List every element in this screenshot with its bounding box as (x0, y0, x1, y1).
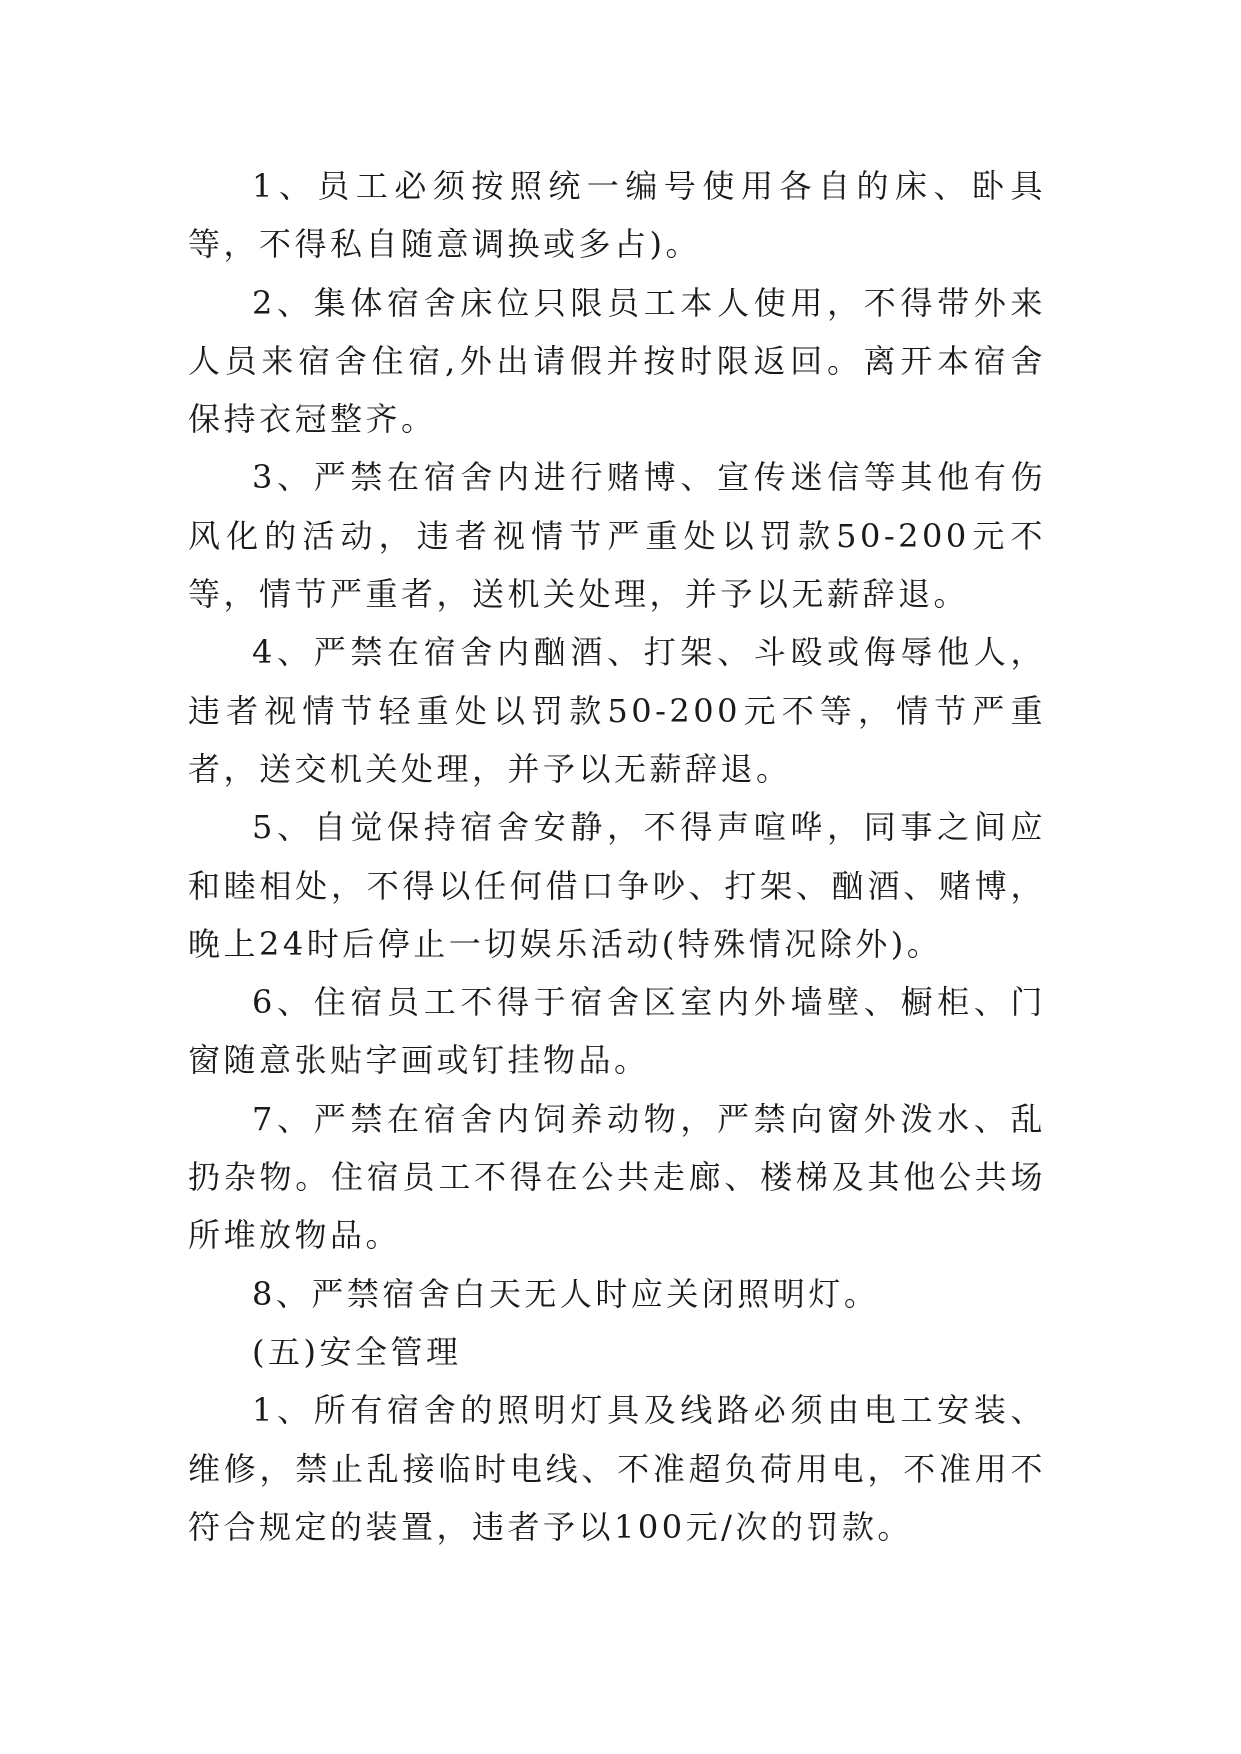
paragraph-rule-1: 1、员工必须按照统一编号使用各自的床、卧具等，不得私自随意调换或多占)。 (188, 167, 1046, 264)
paragraph-rule-7: 7、严禁在宿舍内饲养动物，严禁向窗外泼水、乱扔杂物。住宿员工不得在公共走廊、楼梯及其他公共场所堆放物品。 (188, 1099, 1046, 1255)
paragraph-rule-8: 8、严禁宿舍白天无人时应关闭照明灯。 (252, 1274, 880, 1313)
paragraph-rule-4: 4、严禁在宿舍内酗酒、打架、斗殴或侮辱他人，违者视情节轻重处以罚款50-200元不等，情节严重者，送交机关处理，并予以无薪辞退。 (188, 633, 1046, 788)
section-heading-safety: (五)安全管理 (252, 1332, 462, 1371)
paragraph-rule-3: 3、严禁在宿舍内进行赌博、宣传迷信等其他有伤风化的活动，违者视情节严重处以罚款50-200元不等，情节严重者，送机关处理，并予以无薪辞退。 (188, 458, 1046, 614)
paragraph-rule-6: 6、住宿员工不得于宿舍区室内外墙壁、橱柜、门窗随意张贴字画或钉挂物品。 (188, 983, 1046, 1080)
paragraph-safety-rule-1: 1、所有宿舍的照明灯具及线路必须由电工安装、维修，禁止乱接临时电线、不准超负荷用电，不准用不符合规定的装置，违者予以100元/次的罚款。 (188, 1391, 1046, 1546)
paragraph-rule-2: 2、集体宿舍床位只限员工本人使用，不得带外来人员来宿舍住宿,外出请假并按时限返回。离开本宿舍保持衣冠整齐。 (188, 283, 1046, 439)
document-body (188, 157, 1046, 1556)
paragraph-rule-5: 5、自觉保持宿舍安静，不得声喧哗，同事之间应和睦相处，不得以任何借口争吵、打架、酗酒、赌博，晚上24时后停止一切娱乐活动(特殊情况除外)。 (188, 808, 1046, 963)
